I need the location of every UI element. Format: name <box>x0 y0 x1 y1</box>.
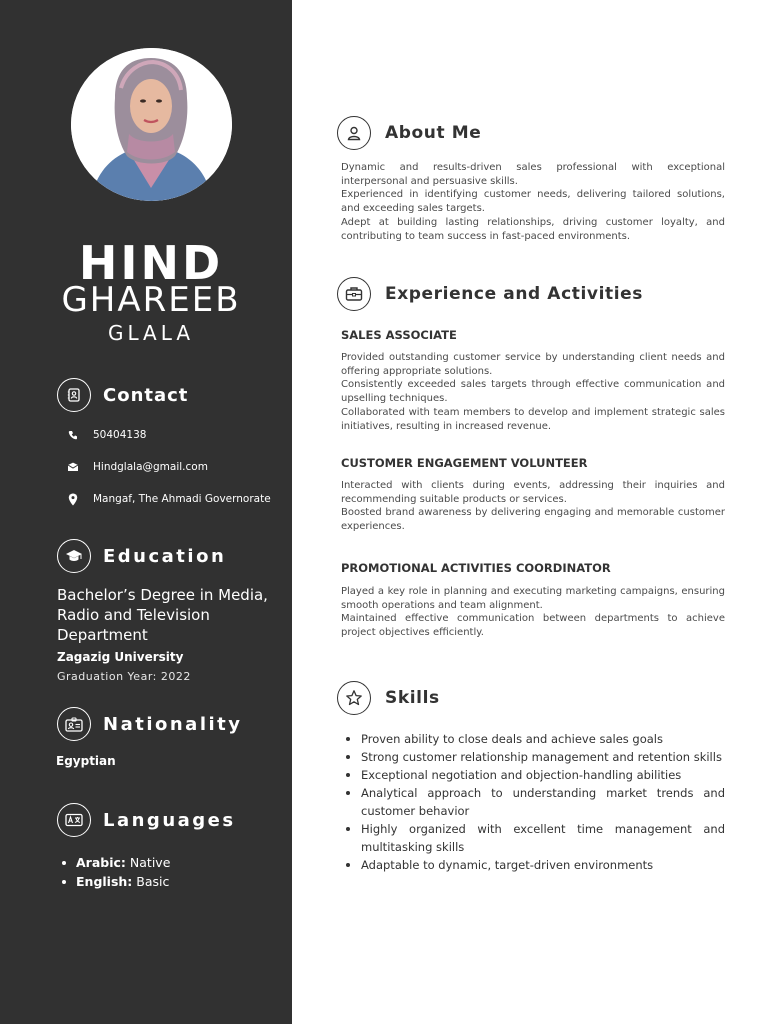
language-name: Arabic: <box>76 855 126 870</box>
envelope-icon <box>66 462 80 472</box>
education-heading-label: Education <box>103 545 227 567</box>
skills-list <box>361 730 725 874</box>
contact-address-text: Mangaf, The Ahmadi Governorate <box>93 493 271 505</box>
role-description <box>341 351 725 433</box>
list-item: Strong customer relationship management and retention skills <box>361 748 725 766</box>
name-last: GHAREEB <box>61 280 241 320</box>
role-line: Collaborated with team members to develop and implement strategic sales initiatives, resulting in increased revenue. <box>341 406 725 432</box>
role-line: Maintained effective communication between departments to achieve project objectives efficiently. <box>341 613 725 639</box>
role-description <box>341 479 725 534</box>
languages-list <box>62 853 170 891</box>
about-line: Experienced in identifying customer needs, delivering tailored solutions, and exceeding sales targets. <box>341 189 725 215</box>
experience-heading <box>337 277 643 311</box>
list-item: Proven ability to close deals and achieve sales goals <box>361 730 725 748</box>
person-icon <box>337 116 371 150</box>
nationality-heading-label: Nationality <box>103 713 243 735</box>
list-item <box>62 853 170 872</box>
list-item: Adaptable to dynamic, target-driven environments <box>361 856 725 874</box>
list-item: Highly organized with excellent time management and multitasking skills <box>361 822 725 854</box>
role-description <box>341 585 725 640</box>
translate-icon <box>57 803 91 837</box>
language-name: English: <box>76 874 133 889</box>
name-middle: GLALA <box>107 321 195 345</box>
contact-email-text: Hindglala@gmail.com <box>93 461 208 473</box>
nationality-heading <box>57 707 243 741</box>
id-card-icon <box>57 707 91 741</box>
role-title: PROMOTIONAL ACTIVITIES COORDINATOR <box>341 561 611 575</box>
role-line: Played a key role in planning and executing marketing campaigns, ensuring smooth operations and team alignment. <box>341 586 725 611</box>
contact-phone-text: 50404138 <box>93 429 147 441</box>
address-book-icon <box>57 378 91 412</box>
role-line: Interacted with clients during events, addressing their inquiries and recommending suitable products or services. <box>341 480 725 505</box>
education-university: Zagazig University <box>57 650 184 664</box>
languages-heading <box>57 803 236 837</box>
contact-phone <box>66 427 146 443</box>
experience-heading-label: Experience and Activities <box>385 284 644 304</box>
graduation-cap-icon <box>57 539 91 573</box>
role-title: SALES ASSOCIATE <box>341 328 457 342</box>
about-text <box>341 161 725 243</box>
languages-heading-label: Languages <box>103 809 236 831</box>
language-level: Basic <box>136 874 170 889</box>
sidebar <box>0 0 292 1024</box>
about-heading <box>337 116 481 150</box>
contact-address <box>66 491 271 507</box>
contact-heading <box>57 378 188 412</box>
role-line: Boosted brand awareness by delivering engaging and memorable customer experiences. <box>341 507 725 533</box>
name-first: HIND <box>78 236 224 290</box>
role-title: CUSTOMER ENGAGEMENT VOLUNTEER <box>341 456 588 470</box>
bullet-dot <box>62 861 66 865</box>
education-graduation-year: Graduation Year: 2022 <box>57 670 191 683</box>
about-line: Dynamic and results-driven sales professional with exceptional interpersonal and persuasive skills. <box>341 162 725 187</box>
skills-heading-label: Skills <box>385 688 440 708</box>
role-line: Consistently exceeded sales targets through effective communication and upselling techniques. <box>341 379 725 405</box>
role-line: Provided outstanding customer service by understanding client needs and offering appropriate solutions. <box>341 352 725 377</box>
education-heading <box>57 539 226 573</box>
list-item <box>62 872 170 891</box>
nationality-value: Egyptian <box>56 754 116 768</box>
bullet-dot <box>62 880 66 884</box>
education-degree: Bachelor’s Degree in Media, Radio and Television Department <box>57 586 268 644</box>
list-item: Analytical approach to understanding market trends and customer behavior <box>361 786 725 818</box>
about-line: Adept at building lasting relationships, driving customer loyalty, and contributing to team success in fast-paced environments. <box>341 216 725 242</box>
about-heading-label: About Me <box>385 123 482 143</box>
location-pin-icon <box>66 493 80 506</box>
briefcase-icon <box>337 277 371 311</box>
star-icon <box>337 681 371 715</box>
contact-heading-label: Contact <box>103 384 189 406</box>
profile-photo <box>71 48 232 201</box>
contact-email <box>66 459 208 475</box>
list-item: Exceptional negotiation and objection-handling abilities <box>361 766 725 784</box>
phone-icon <box>66 430 80 440</box>
language-level: Native <box>129 855 171 870</box>
skills-heading <box>337 681 440 715</box>
